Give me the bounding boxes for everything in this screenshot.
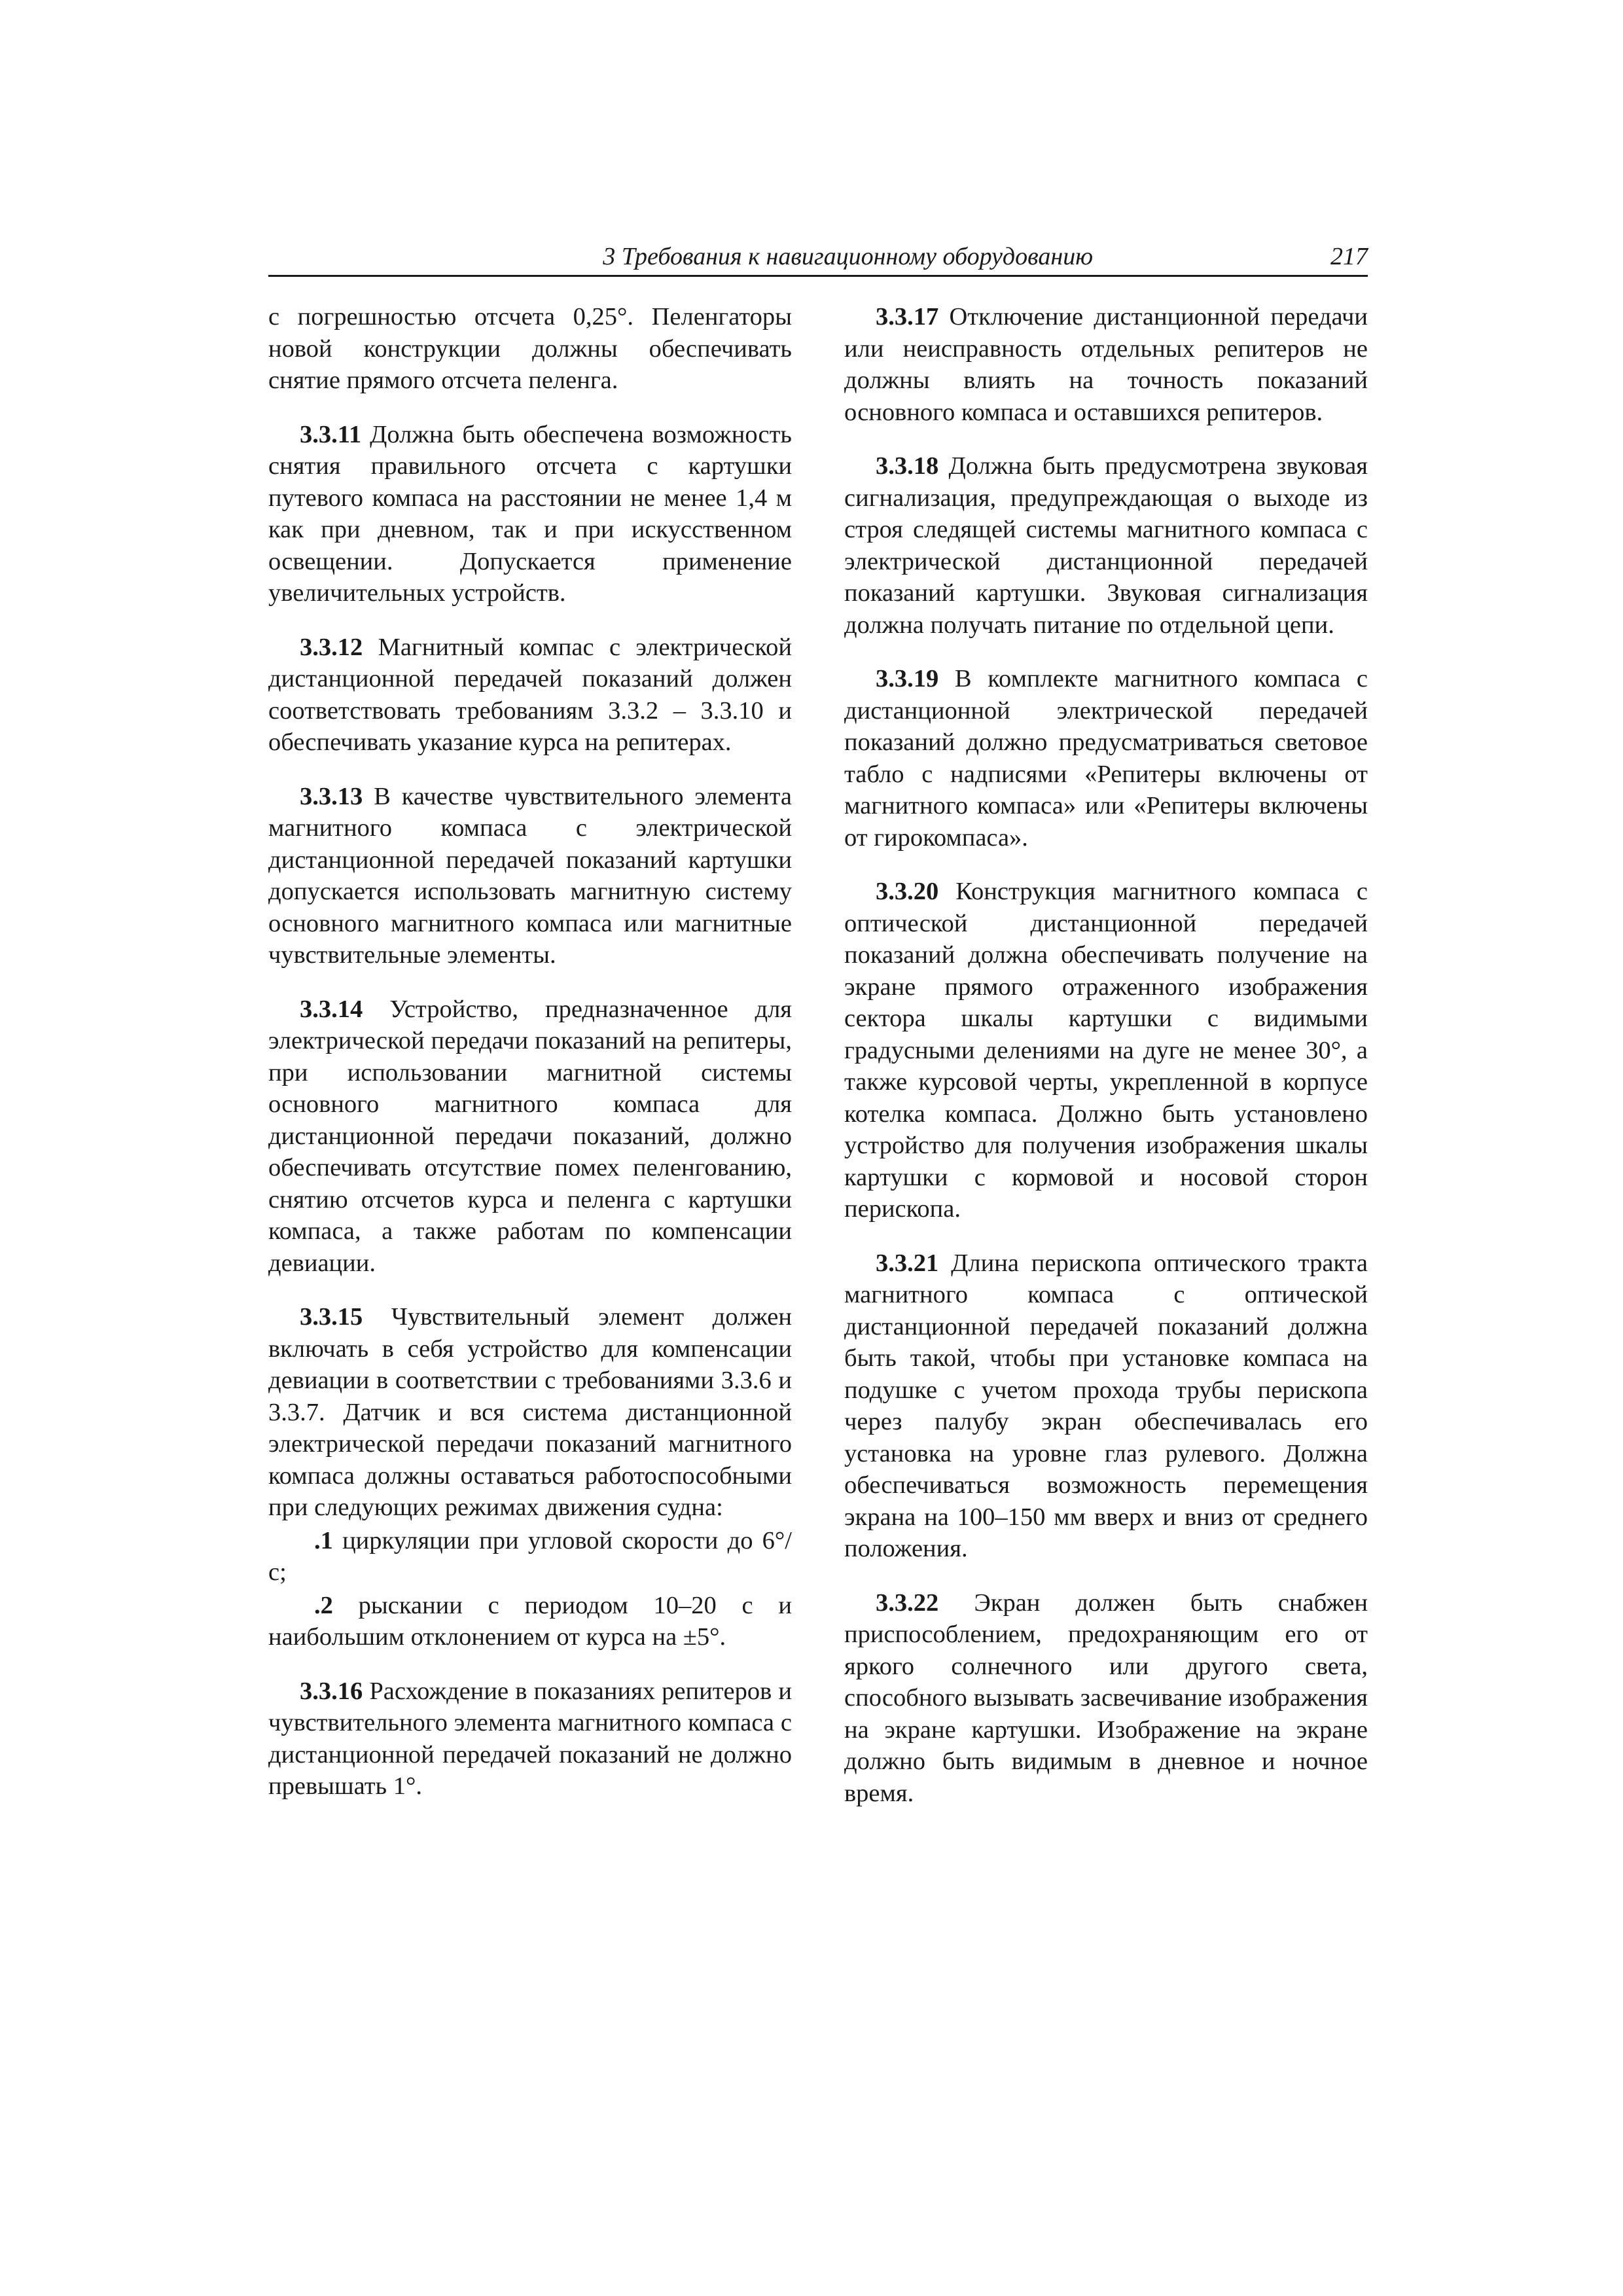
clause-text: В качестве чувствительного элемента магнитного компаса с электрической дистанционной передачей показаний картушки допускается использовать магнитную систему основного магнитного компаса или магнитные чувствительные элементы. bbox=[268, 782, 792, 969]
right-column bbox=[844, 301, 1368, 1831]
sub-item-number: .1 bbox=[314, 1526, 333, 1554]
clause-text: Должна быть обеспечена возможность снятия правильного отсчета с картушки путевого компаса на расстоянии не менее 1,4 м как при дневном, так и при искусственном освещении. Допускается применение увеличительных устройств. bbox=[268, 420, 792, 607]
clause-text: Отключение дистанционной передачи или неисправность отдельных репитеров не должны влиять на точность показаний основного компаса и оставшихся репитеров. bbox=[844, 303, 1368, 426]
clause-number: 3.3.15 bbox=[300, 1303, 363, 1331]
text-columns bbox=[268, 301, 1368, 1831]
clause-3-3-19 bbox=[844, 663, 1368, 853]
clause-number: 3.3.14 bbox=[300, 995, 363, 1023]
clause-text: Магнитный компас с электрической дистанционной передачей показаний должен соответствовать требованиям 3.3.2 – 3.3.10 и обеспечивать указание курса на репитерах. bbox=[268, 633, 792, 756]
clause-3-3-11 bbox=[268, 419, 792, 609]
document-page bbox=[268, 236, 1368, 1807]
clause-3-3-21 bbox=[844, 1247, 1368, 1565]
clause-text: Должна быть предусмотрена звуковая сигнализация, предупреждающая о выходе из строя следящей системы магнитного компаса с электрической дистанционной передачей показаний картушки. Звуковая сигнализация должна получать питание по отдельной цепи. bbox=[844, 452, 1368, 639]
clause-text: Расхождение в показаниях репитеров и чувствительного элемента магнитного компаса с дистанционной передачей показаний не должно превышать 1°. bbox=[268, 1677, 792, 1800]
clause-3-3-18 bbox=[844, 450, 1368, 641]
left-column bbox=[268, 301, 792, 1831]
running-header bbox=[268, 236, 1368, 277]
clause-3-3-13 bbox=[268, 781, 792, 971]
clause-number: 3.3.20 bbox=[876, 878, 939, 905]
clause-3-3-16 bbox=[268, 1676, 792, 1803]
clause-text: Экран должен быть снабжен приспособлением, предохраняющим его от яркого солнечного или другого света, способного вызывать засвечивание изображения на экране картушки. Изображение на экране должно быть видимым в дневное и ночное время. bbox=[844, 1588, 1368, 1807]
clause-3-3-15 bbox=[268, 1301, 792, 1524]
clause-number: 3.3.13 bbox=[300, 782, 363, 810]
paragraph-text: с погрешностью отсчета 0,25°. Пеленгаторы новой конструкции должны обеспечивать снятие прямого отсчета пеленга. bbox=[268, 303, 792, 394]
clause-number: 3.3.21 bbox=[876, 1249, 939, 1277]
clause-number: 3.3.16 bbox=[300, 1677, 363, 1705]
sub-item-text: циркуляции при угловой скорости до 6°/с; bbox=[268, 1526, 792, 1586]
clause-number: 3.3.22 bbox=[876, 1588, 939, 1617]
clause-3-3-17 bbox=[844, 301, 1368, 428]
sub-item-1 bbox=[268, 1525, 792, 1588]
clause-text: Устройство, предназначенное для электрической передачи показаний на репитеры, при использовании магнитной системы основного магнитного компаса для дистанционной передачи показаний, должно обеспечивать отсутствие помех пеленгованию, снятию отсчетов курса и пеленга с картушки компаса, а также работам по компенсации девиации. bbox=[268, 995, 792, 1277]
page-number: 217 bbox=[1330, 243, 1368, 270]
clause-number: 3.3.11 bbox=[300, 420, 362, 448]
chapter-title: 3 Требования к навигационному оборудованию bbox=[603, 243, 1093, 270]
clause-number: 3.3.17 bbox=[876, 303, 939, 331]
clause-number: 3.3.19 bbox=[876, 665, 939, 692]
clause-number: 3.3.12 bbox=[300, 633, 363, 661]
paragraph-continuation bbox=[268, 301, 792, 397]
clause-3-3-14 bbox=[268, 994, 792, 1280]
sub-item-text: рыскании с периодом 10–20 с и наибольшим отклонением от курса на ±5°. bbox=[268, 1591, 792, 1651]
clause-number: 3.3.18 bbox=[876, 452, 939, 480]
clause-3-3-12 bbox=[268, 632, 792, 759]
clause-text: Конструкция магнитного компаса с оптической дистанционной передачей показаний должна обеспечивать получение на экране прямого отраженного изображения сектора шкалы картушки с видимыми градусными делениями на дуге не менее 30°, а также курсовой черты, укрепленной в корпусе котелка компаса. Должно быть установлено устройство для получения изображения шкалы картушки с кормовой и носовой сторон перископа. bbox=[844, 878, 1368, 1223]
clause-3-3-22 bbox=[844, 1587, 1368, 1810]
sub-item-number: .2 bbox=[314, 1591, 333, 1619]
sub-item-2 bbox=[268, 1590, 792, 1653]
clause-text: Длина перископа оптического тракта магнитного компаса с оптической дистанционной передачей показаний должна быть такой, чтобы при установке компаса на подушке с учетом прохода трубы перископа через палубу экран обеспечивалась его установка на уровне глаз рулевого. Должна обеспечиваться возможность перемещения экрана на 100–150 мм вверх и вниз от среднего положения. bbox=[844, 1249, 1368, 1562]
clause-text: Чувствительный элемент должен включать в себя устройство для компенсации девиации в соответствии с требованиями 3.3.6 и 3.3.7. Датчик и вся система дистанционной электрической передачи показаний магнитного компаса должны оставаться работоспособными при следующих режимах движения судна: bbox=[268, 1303, 792, 1521]
clause-text: В комплекте магнитного компаса с дистанционной электрической передачей показаний должно предусматриваться световое табло с надписями «Репитеры включены от магнитного компаса» или «Репитеры включены от гирокомпаса». bbox=[844, 665, 1368, 852]
clause-3-3-20 bbox=[844, 876, 1368, 1225]
